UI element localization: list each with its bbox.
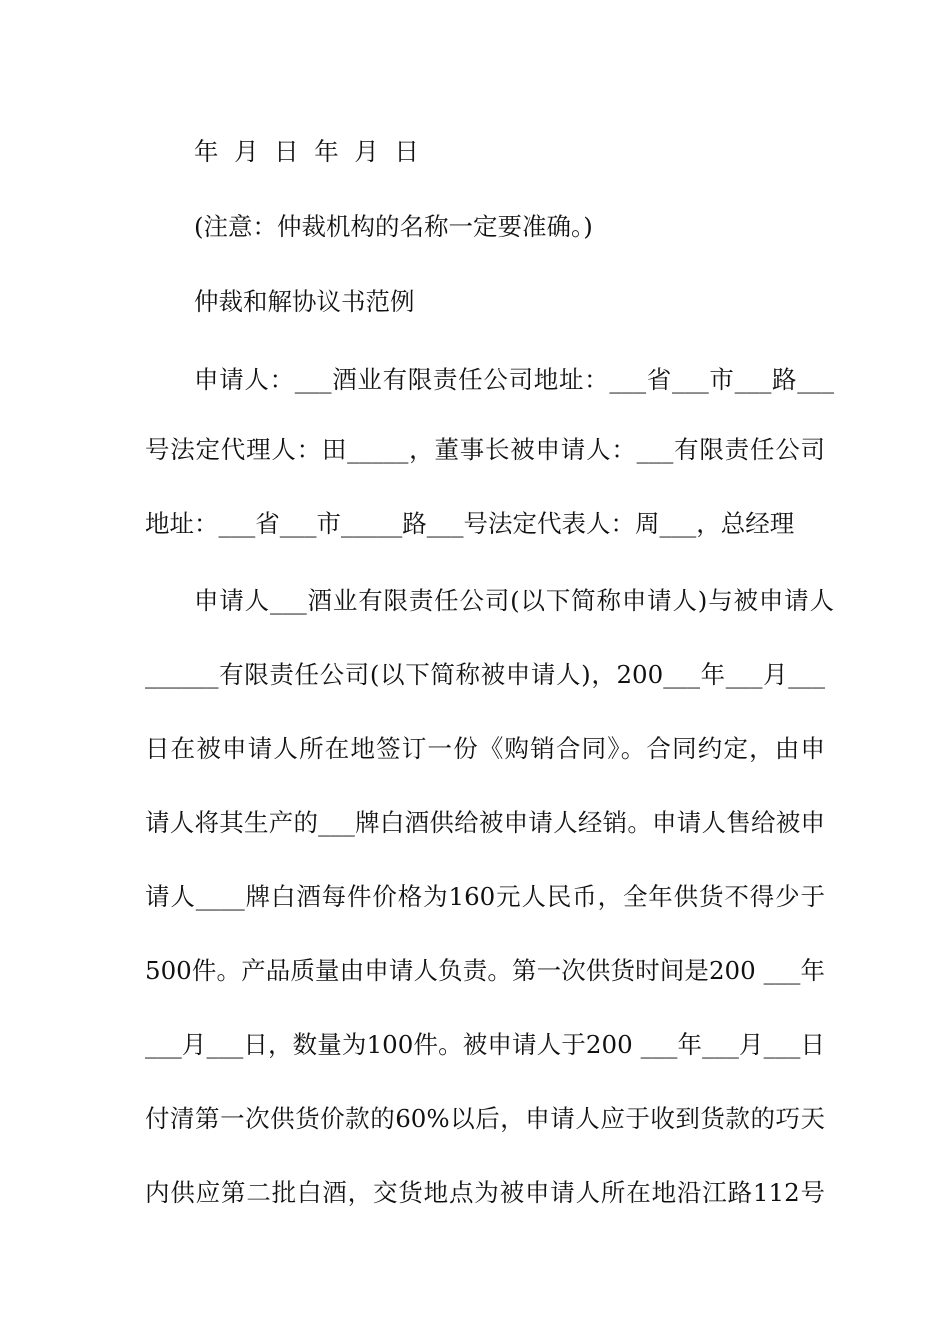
note-line: (注意：仲裁机构的名称一定要准确。)	[194, 212, 593, 241]
paragraph-line: 号法定代理人：田_____，董事长被申请人：___有限责任公司	[145, 435, 825, 464]
paragraph-line: 地址：___省___市_____路___号法定代表人：周___，总经理	[145, 509, 795, 538]
paragraph-line: ___月___日，数量为100件。被申请人于200 ___年___月___日	[145, 1030, 825, 1059]
paragraph-line: 内供应第二批白酒，交货地点为被申请人所在地沿江路112号	[145, 1178, 825, 1207]
paragraph-line: 请人将其生产的___牌白酒供给被申请人经销。申请人售给被申	[145, 808, 825, 837]
section-title: 仲裁和解协议书范例	[194, 287, 415, 316]
paragraph-line: 请人____牌白酒每件价格为160元人民币，全年供货不得少于	[145, 882, 825, 911]
paragraph-line: 申请人：___酒业有限责任公司地址：___省___市___路___	[194, 365, 834, 394]
paragraph-line: ______有限责任公司(以下简称被申请人)，200___年___月___	[145, 660, 825, 689]
paragraph-line: 申请人___酒业有限责任公司(以下简称申请人)与被申请人	[194, 586, 834, 615]
paragraph-line: 付清第一次供货价款的60%以后，申请人应于收到货款的巧天	[145, 1104, 825, 1133]
paragraph-line: 500件。产品质量由申请人负责。第一次供货时间是200 ___年	[145, 956, 825, 985]
paragraph-line: 日在被申请人所在地签订一份《购销合同》。合同约定，由申	[145, 734, 825, 763]
date-line: 年 月 日 年 月 日	[194, 137, 419, 166]
